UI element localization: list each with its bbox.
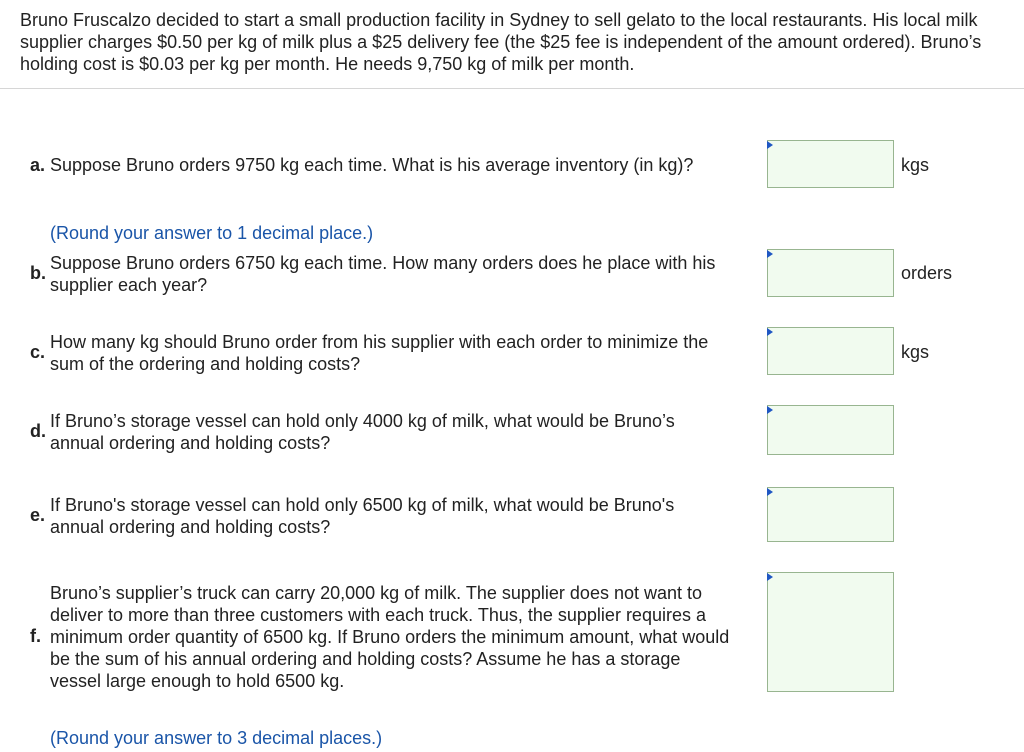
round-hint-1: (Round your answer to 1 decimal place.) [50, 223, 374, 243]
answer-input-a[interactable] [767, 140, 894, 188]
flag-icon [767, 250, 773, 258]
answer-input-d[interactable] [767, 405, 894, 455]
question-letter: c. [30, 342, 46, 362]
flag-icon [767, 328, 773, 336]
question-text: Suppose Bruno orders 6750 kg each time. How many orders does he place with his supplier each year? [50, 253, 716, 295]
problem-intro: Bruno Fruscalzo decided to start a small production facility in Sydney to sell gelato to the local restaurants. His local milk supplier charges $0.50 per kg of milk plus a $25 delivery fee (the $25 fee is independent of the amount ordered). Bruno’s holding cost is $0.03 per kg per month. He needs 9,750 kg of milk per month. [20, 10, 982, 74]
answer-input-c[interactable] [767, 327, 894, 375]
flag-icon [767, 573, 773, 581]
question-letter: e. [30, 505, 46, 525]
question-text: If Bruno's storage vessel can hold only 6500 kg of milk, what would be Bruno's annual ordering and holding costs? [50, 495, 675, 537]
answer-input-e[interactable] [767, 487, 894, 542]
divider [0, 88, 1024, 89]
question-text: Suppose Bruno orders 9750 kg each time. What is his average inventory (in kg)? [50, 155, 694, 175]
question-text: How many kg should Bruno order from his supplier with each order to minimize the sum of the ordering and holding costs? [50, 332, 709, 374]
flag-icon [767, 488, 773, 496]
question-letter: f. [30, 626, 41, 646]
answer-input-b[interactable] [767, 249, 894, 297]
unit-label-b: orders [901, 263, 953, 283]
question-text: Bruno’s supplier’s truck can carry 20,000 kg of milk. The supplier does not want to deliver to more than three customers with each truck. Thus, the supplier requires a minimum order quantity of 6500 kg. If Bruno orders the minimum amount, what would be the sum of his annual ordering and holding costs? Assume he has a storage vessel large enough to hold 6500 kg. [50, 583, 730, 691]
unit-label-c: kgs [901, 342, 930, 362]
flag-icon [767, 406, 773, 414]
answer-input-f[interactable] [767, 572, 894, 692]
question-letter: a. [30, 155, 46, 175]
unit-label-a: kgs [901, 155, 930, 175]
flag-icon [767, 141, 773, 149]
round-hint-3: (Round your answer to 3 decimal places.) [50, 728, 383, 748]
question-letter: d. [30, 421, 46, 441]
question-letter: b. [30, 263, 46, 283]
question-text: If Bruno’s storage vessel can hold only 4000 kg of milk, what would be Bruno’s annual ordering and holding costs? [50, 411, 675, 453]
